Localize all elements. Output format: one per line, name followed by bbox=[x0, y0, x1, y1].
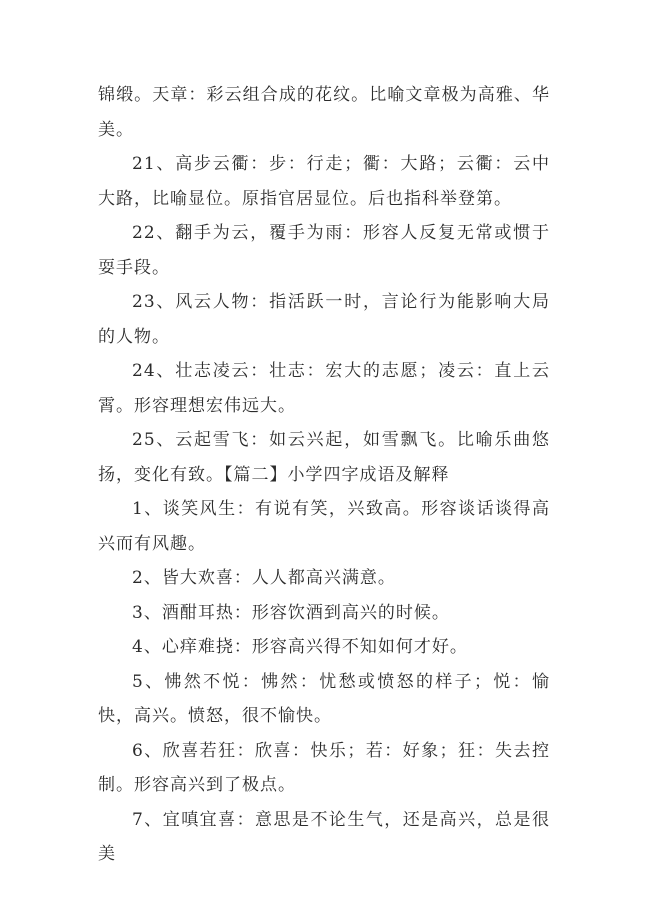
paragraph-item-24: 24、壮志凌云：壮志：宏大的志愿；凌云：直上云霄。形容理想宏伟远大。 bbox=[98, 361, 550, 416]
paragraph-item-1: 1、谈笑风生：有说有笑，兴致高。形容谈话谈得高兴而有风趣。 bbox=[98, 499, 550, 554]
paragraph-item-21: 21、高步云衢：步：行走；衢：大路；云衢：云中大路，比喻显位。原指官居显位。后也指科举登第。 bbox=[98, 154, 550, 209]
paragraph-item-25: 25、云起雪飞：如云兴起，如雪飘飞。比喻乐曲悠扬，变化有致。【篇二】小学四字成语及解释 bbox=[98, 430, 550, 485]
paragraph-item-4: 4、心痒难挠：形容高兴得不知如何才好。 bbox=[132, 637, 468, 657]
paragraph-continuation: 锦缎。天章：彩云组合成的花纹。比喻文章极为高雅、华美。 bbox=[98, 85, 550, 140]
paragraph-item-23: 23、风云人物：指活跃一时，言论行为能影响大局的人物。 bbox=[98, 292, 550, 347]
document-body bbox=[98, 78, 550, 872]
paragraph-item-5: 5、怫然不悦：怫然：忧愁或愤怒的样子；悦：愉快，高兴。愤怒，很不愉快。 bbox=[98, 671, 550, 726]
paragraph-item-6: 6、欣喜若狂：欣喜：快乐；若：好象；狂：失去控制。形容高兴到了极点。 bbox=[98, 740, 550, 795]
paragraph-item-22: 22、翻手为云，覆手为雨：形容人反复无常或惯于耍手段。 bbox=[98, 223, 550, 278]
paragraph-item-3: 3、酒酣耳热：形容饮酒到高兴的时候。 bbox=[132, 602, 450, 623]
paragraph-item-2: 2、皆大欢喜：人人都高兴满意。 bbox=[132, 568, 396, 588]
paragraph-item-7: 7、宜嗔宜喜：意思是不论生气，还是高兴，总是很美 bbox=[98, 809, 550, 864]
